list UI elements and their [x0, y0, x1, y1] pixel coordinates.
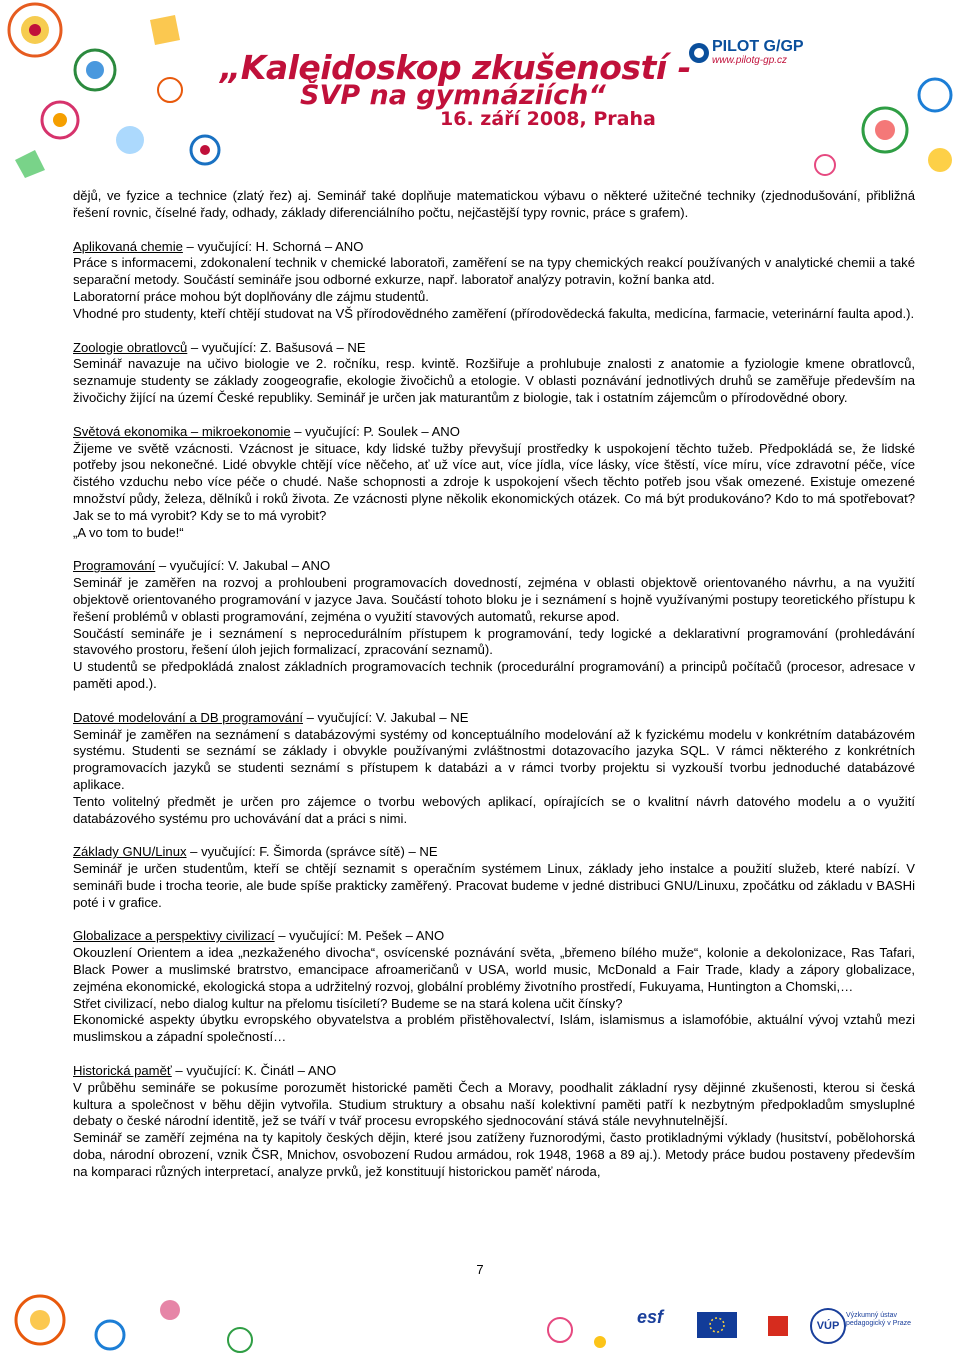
section-paragraph: Seminář je zaměřen na rozvoj a prohloubeni programovacích dovedností, zejména v oblasti objektově orientovaného návrhu, a na využití objektově orientovaného programování v jazyce Java. Součástí tohoto bloku je i seznámení s hojně využívanými postupy teoretického přístupu k řešení problémů v oblasti programování, zejména o využití stavových automatů, rekurse apod. [73, 575, 915, 624]
section-globalizace [73, 928, 915, 1046]
section-ekonomika [73, 424, 915, 542]
section-paragraph: Seminář je zaměřen na seznámení s databázovými systémy od konceptuálního modelování až k fyzickému modelu v konkrétním databázovém systému. Studenti se seznámí se základy i obvykle používanými zvláštnostmi dotazovacího jazyka SQL. V rámci některého z konkrétních programovacích jazyků se studenti seznámí s přístupem k databázi a v rámci tvorby projektu si vyzkouší tvorbu jednoduché databázové aplikace. [73, 726, 915, 792]
section-teacher: – vyučující: V. Jakubal – NE [303, 709, 469, 725]
section-paragraph: Seminář se zaměří zejména na ty kapitoly českých dějin, které jsou zatíženy řuznorodými, často protikladnými výklady (husitství, pobělohorská doba, národní obrození, vznik ČSR, Mnichov, osvobození Rudou armádou, rok 1948, 1968 a 89 aj.). Metody práce budou postaveny především na komparaci různých interpretací, analyze prvků, jež konstituují historickou paměť národa, [73, 1130, 915, 1179]
section-teacher: – vyučující: F. Šimorda (správce sítě) – NE [186, 844, 438, 860]
section-zoologie [73, 340, 915, 407]
banner-date: 16. září 2008, Praha [440, 108, 656, 130]
section-heading [73, 340, 915, 357]
section-paragraph: Žijeme ve světě vzácnosti. Vzácnost je situace, kdy lidské tužby převyšují prostředky k uspokojení těchto tužeb. Předpokládá se, že lidské potřeby jsou nekonečné. Lidé obvykle chtějí více něčeho, ať už více aut, více jídla, více lásky, více štěstí, více míru, více zdravotní péče, více čistého vzduchu nebo více péče o chudé. Naše schopnosti a zdroje k uspokojení všech těchto potřeb jsou však omezené. Existuje omezené množství půdy, železa, dělníků i roků života. Ze vzácnosti plyne několik ekonomických otázek. Co má být produkováno? Kdo to má spotřebovat? Jak se to má vyrobit? Kdy se to má vyrobit? [73, 440, 915, 523]
section-programovani [73, 558, 915, 692]
header-banner [0, 0, 960, 180]
section-paragraph: Seminář je určen studentům, kteří se chtějí seznamit s operačním systémem Linux, základy jeho instalce a použití služeb, které nabízí. V semináři bude i trocha teorie, ale bude spíše prakticky zaměřený. Pracovat budeme v jedné distribuci GNU/Linuxu, zpočátku od základu v BASHi poté i v grafice. [73, 861, 915, 910]
section-historicka-pamet [73, 1063, 915, 1181]
section-paragraph: U studentů se předpokládá znalost základních programovacích technik (procedurální programování) a principů počítačů (procesor, adresace v paměti apod.). [73, 659, 915, 691]
pilot-url: www.pilotg-gp.cz [712, 55, 788, 66]
section-teacher: – vyučující: V. Jakubal – ANO [155, 558, 331, 574]
section-heading [73, 710, 915, 727]
vup-name: Výzkumný ústav pedagogický v Praze [846, 1312, 911, 1327]
section-paragraph: Okouzlení Orientem a idea „nezkaženého divocha“, osvícenské poznávání světa, „břemeno bílého muže“, kolonie a dekolonizace, Ras Tafari, Black Power a muslimské bratrstvo, emancipace afroameričanů v USA, world music, McDonald a Fair Trade, klady a zápory globalizace, zejména ekonomické, ekologická stopa a udržitelný rozvoj, globální problémy životního prostředí, Fukuyama, Huntington a Chomski,… [73, 945, 915, 994]
section-title: Globalizace a perspektivy civilizací [73, 928, 275, 944]
section-teacher: – vyučující: P. Soulek – ANO [290, 423, 460, 439]
section-paragraph: Laboratorní práce mohou být doplňovány dle zájmu studentů. [73, 288, 429, 304]
section-title: Světová ekonomika – mikroekonomie [73, 423, 291, 439]
banner-subtitle: ŠVP na gymnáziích“ [300, 80, 606, 111]
section-heading [73, 844, 915, 861]
section-title: Základy GNU/Linux [73, 844, 187, 860]
section-paragraph: Ekonomické aspekty úbytku evropského obyvatelstva a problém přistěhovalectví, Islám, islamismus a islamofóbie, aktuální vývoj vztahů mezi muslimskou a západní společností… [73, 1012, 915, 1045]
section-teacher: – vyučující: H. Schorná – ANO [182, 238, 364, 254]
intro-paragraph: dějů, ve fyzice a technice (zlatý řez) aj. Seminář také doplňuje matematickou výbavu o některé užitečné techniky (zjednodušování, přibližná řešení rovnic, číselné řady, odhady, základy diferenciálního počtu, nejčastější typy rovnic, práce s grafem). [73, 188, 915, 220]
section-paragraph: Vhodné pro studenty, kteří chtějí studovat na VŠ přírodovědného zaměření (přírodovědecká fakulta, medicína, farmacie, veterinární faulta apod.). [73, 305, 915, 321]
section-title: Historická paměť [73, 1063, 172, 1079]
page-number: 7 [476, 1262, 484, 1277]
section-linux [73, 844, 915, 911]
section-teacher: – vyučující: K. Činátl – ANO [171, 1063, 337, 1079]
section-title: Programování [73, 558, 156, 574]
section-heading [73, 239, 915, 256]
section-title: Zoologie obratlovců [73, 339, 188, 355]
pilot-name: PILOT G/GP [712, 38, 804, 55]
vup-logo: VÚP [810, 1308, 846, 1344]
section-paragraph: Střet civilizací, nebo dialog kultur na přelomu tisíciletí? Budeme se na stará kolena učit čínsky? [73, 995, 623, 1011]
section-title: Datové modelování a DB programování [73, 709, 303, 725]
section-heading [73, 1063, 915, 1080]
section-paragraph: Součástí semináře je i seznámení s neprocedurálním přístupem k programování, tedy logické a deklarativní programování (prohledávání stavového prostoru, řešení úloh jejich formalizací, zpracování seznamů). [73, 625, 915, 658]
section-heading [73, 558, 915, 575]
section-title: Aplikovaná chemie [73, 238, 183, 254]
esf-logo: esf [637, 1307, 664, 1327]
praha-logo-icon [768, 1316, 788, 1336]
section-paragraph: Práce s informacemi, zdokonalení technik v chemické laboratoři, zaměření se na typy chemických reakcí používaných v analytické chemii a také separační metody. Součástí semináře jsou odborné exkurze, např. laboratoř analýzy potravin, kožní banka atd. [73, 255, 915, 288]
section-paragraph: V průběhu semináře se pokusíme porozumět historické paměti Čech a Moravy, poodhalit základní rysy dějinné zkušenosti, kterou si česká kultura a společnost v běhu dějin vytvořila. Studium struktury a obsahu naší kolektivní paměti patří k nezbytným předpokladům smysluplné debaty o české národní identitě, jež se tváří v tvář procesu evropského sjednocování stává stále nevyhnutelnější. [73, 1079, 915, 1129]
banner-title: „Kaleidoskop zkušeností - [220, 48, 691, 87]
section-teacher: – vyučující: M. Pešek – ANO [274, 928, 445, 944]
section-datove-modelovani [73, 710, 915, 828]
section-teacher: – vyučující: Z. Bašusová – NE [187, 339, 366, 355]
section-aplikovana-chemie [73, 239, 915, 323]
pilot-logo-icon [688, 38, 710, 68]
eu-flag-icon [697, 1312, 737, 1338]
section-heading [73, 928, 915, 945]
section-paragraph: Tento volitelný předmět je určen pro zájemce o tvorbu webových aplikací, opírajících se o kvalitní návrh datového modelu a o využití databázového systému pro uchovávání dat a práci s nimi. [73, 793, 915, 826]
section-paragraph: „A vo tom to bude!“ [73, 524, 184, 540]
section-paragraph: Seminář navazuje na učivo biologie ve 2. ročníku, resp. kvintě. Rozšiřuje a prohlubuje znalosti z anatomie a fyziologie kmene obratlovců, seznamuje studenty se základy zoogeografie, ekologie živočichů a etologie. V oblasti poznávání jednotlivých druhů se zaměřuje především na živočichy žijící na území České republiky. Seminář je určen jak maturantům z biologie, tak i ostatním zájemcům o přírodovědné obory. [73, 356, 915, 405]
document-body [73, 188, 915, 1181]
section-heading [73, 424, 915, 441]
